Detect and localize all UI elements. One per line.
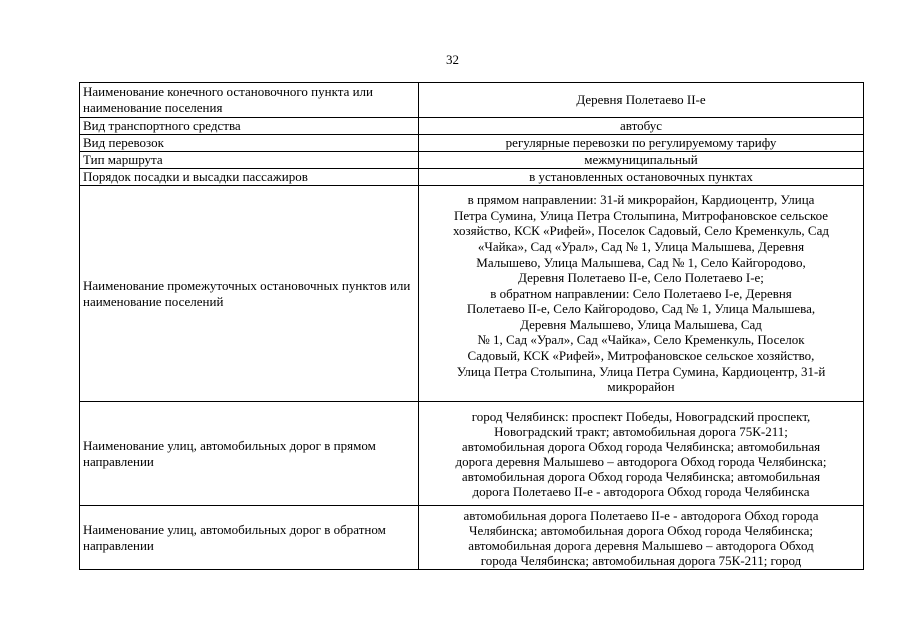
value-line: Улица Петра Столыпина, Улица Петра Сумина, Кардиоцентр, 31-й: [456, 363, 826, 379]
value-line: дорога Полетаево II-е - автодорога Обход города Челябинска: [472, 483, 810, 499]
value-line: Полетаево II-е, Село Кайгородово, Сад № 1, Улица Малышева,: [466, 301, 816, 317]
value-line: межмуниципальный: [584, 152, 698, 168]
table-row: [80, 169, 864, 186]
row-label-vehicle-type: Вид транспортного средства: [80, 118, 419, 135]
table-row: [80, 402, 864, 506]
row-label-forward-roads: Наименование улиц, автомобильных дорог в прямом направлении: [80, 402, 419, 506]
row-label-route-type: Тип маршрута: [80, 152, 419, 169]
value-line: Малышево, Улица Малышева, Сад № 1, Село Кайгородово,: [476, 254, 806, 270]
value-line: города Челябинска; автомобильная дорога 75К-211; город: [480, 552, 802, 568]
value-line: в обратном направлении: Село Полетаево I-е, Деревня: [490, 285, 792, 301]
route-passport-table: [79, 82, 864, 570]
value-line: в прямом направлении: 31-й микрорайон, Кардиоцентр, Улица: [467, 192, 815, 208]
value-line: хозяйство, КСК «Рифей», Поселок Садовый, Село Кременкуль, Сад: [453, 223, 829, 239]
value-line: № 1, Сад «Урал», Сад «Чайка», Село Кременкуль, Поселок: [477, 332, 805, 348]
table-row: [80, 135, 864, 152]
table-row: [80, 118, 864, 135]
value-line: дорога деревня Малышево – автодорога Обход города Челябинска;: [455, 453, 827, 469]
value-line: Челябинска; автомобильная дорога Обход города Челябинска;: [469, 522, 813, 538]
value-line: Деревня Малышево, Улица Малышева, Сад: [520, 316, 762, 332]
table-row: [80, 152, 864, 169]
value-line: Деревня Полетаево II-е: [576, 92, 706, 108]
table-row: [80, 186, 864, 402]
row-value-vehicle-type: [419, 118, 864, 135]
value-line: автомобильная дорога Полетаево II-е - автодорога Обход города: [463, 507, 819, 523]
value-line: Садовый, КСК «Рифей», Митрофановское сельское хозяйство,: [467, 348, 815, 364]
value-line: регулярные перевозки по регулируемому тарифу: [505, 135, 777, 151]
value-line: Петра Сумина, Улица Петра Столыпина, Митрофановское сельское: [453, 207, 829, 223]
value-line: в установленных остановочных пунктах: [529, 169, 753, 185]
value-line: «Чайка», Сад «Урал», Сад № 1, Улица Малышева, Деревня: [477, 238, 805, 254]
value-line: Новоградский тракт; автомобильная дорога 75К-211;: [494, 423, 788, 439]
row-value-transport-kind: [419, 135, 864, 152]
value-line: автомобильная дорога Обход города Челябинска; автомобильная: [461, 468, 821, 484]
row-value-return-roads: [419, 506, 864, 570]
page-number: 32: [446, 52, 459, 67]
row-value-terminal-stop: [419, 83, 864, 118]
row-label-terminal-stop: Наименование конечного остановочного пункта или наименование поселения: [80, 83, 419, 118]
value-line: автобус: [620, 118, 662, 134]
row-value-boarding-order: [419, 169, 864, 186]
table-row: [80, 506, 864, 570]
row-label-transport-kind: Вид перевозок: [80, 135, 419, 152]
row-value-intermediate-stops: [419, 186, 864, 402]
row-label-boarding-order: Порядок посадки и высадки пассажиров: [80, 169, 419, 186]
row-label-intermediate-stops: Наименование промежуточных остановочных пунктов или наименование поселений: [80, 186, 419, 402]
row-value-route-type: [419, 152, 864, 169]
row-label-return-roads: Наименование улиц, автомобильных дорог в обратном направлении: [80, 506, 419, 570]
value-line: микрорайон: [607, 379, 675, 395]
table-body: [80, 83, 864, 570]
value-line: автомобильная дорога Обход города Челябинска; автомобильная: [461, 438, 821, 454]
row-value-forward-roads: [419, 402, 864, 506]
value-line: автомобильная дорога деревня Малышево – автодорога Обход: [468, 537, 814, 553]
value-line: город Челябинск: проспект Победы, Новоградский проспект,: [471, 408, 811, 424]
table-row: [80, 83, 864, 118]
value-line: Деревня Полетаево II-е, Село Полетаево I-е;: [518, 270, 764, 286]
